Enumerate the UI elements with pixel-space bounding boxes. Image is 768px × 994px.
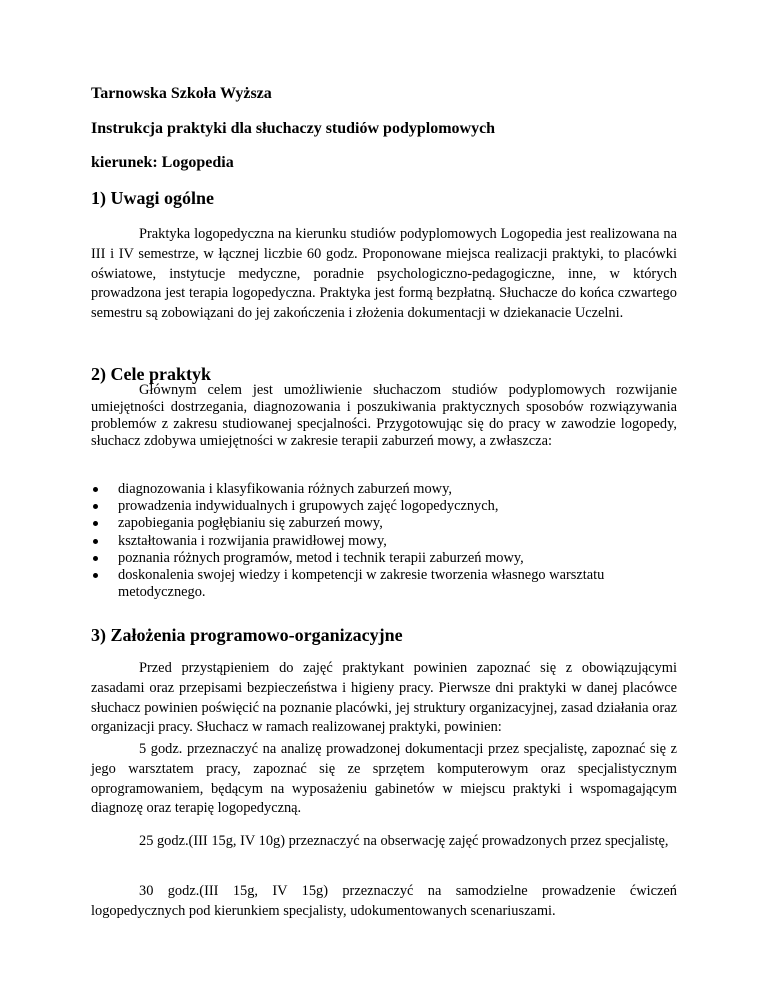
section-3-heading: 3) Założenia programowo-organizacyjne [91,625,403,645]
bullet-icon [93,556,98,561]
section-3-paragraph: Przed przystąpieniem do zajęć praktykant powinien zapoznać się z obowiązującymi zasadami oraz przepisami bezpieczeństwa i higieny pracy. Pierwsze dni praktyki w danej placówce słuchacz powinien poświęcić na poznanie placówki, jej struktury organizacyjnej, zasad działania oraz organizacji pracy. Słuchacz w ramach realizowanej praktyki, powinien: [91,660,677,736]
section-2-heading: 2) Cele praktyk [91,364,211,384]
list-item: kształtowania i rozwijania prawidłowej mowy, [91,533,677,550]
list-item: doskonalenia swojej wiedzy i kompetencji w zakresie tworzenia własnego warsztatu metodycznego. [91,567,677,601]
bullet-icon [93,487,98,492]
practice-item-2: 25 godz.(III 15g, IV 10g) przeznaczyć na obserwację zajęć prowadzonych przez specjalistę, [139,833,669,849]
bullet-icon [93,521,98,526]
school-name: Tarnowska Szkoła Wyższa [91,85,272,102]
list-item: diagnozowania i klasyfikowania różnych zaburzeń mowy, [91,481,677,498]
bullet-icon [93,573,98,578]
practice-item-1: 5 godz. przeznaczyć na analizę prowadzonej dokumentacji przez specjalistę, zapoznać się z jego warsztatem pracy, zapoznać się ze sprzętem komputerowym oraz specjalistycznym oprogramowaniem, będącym na wyposażeniu gabinetów w miejscu praktyki i wspomagającym diagnozę oraz terapię logopedyczną. [91,741,677,817]
document-title: Instrukcja praktyki dla słuchaczy studiów podyplomowych [91,120,496,137]
bullet-icon [93,539,98,544]
goals-list [91,481,677,601]
section-2-paragraph: Głównym celem jest umożliwienie słuchaczom studiów podyplomowych rozwijanie umiejętności dostrzegania, diagnozowania i poszukiwania praktycznych sposobów rozwiązywania problemów z zakresu studiowanej specjalności. Przygotowując się do pracy w zawodzie logopedy, słuchacz zdobywa umiejętności w zakresie terapii zaburzeń mowy, a zwłaszcza: [91,382,677,449]
direction-line: kierunek: Logopedia [91,154,234,171]
bullet-icon [93,504,98,509]
list-item: zapobiegania pogłębianiu się zaburzeń mowy, [91,515,677,532]
list-item: prowadzenia indywidualnych i grupowych zajęć logopedycznych, [91,498,677,515]
practice-item-3: 30 godz.(III 15g, IV 15g) przeznaczyć na samodzielne prowadzenie ćwiczeń logopedycznych pod kierunkiem specjalisty, udokumentowanych scenariuszami. [91,883,677,919]
section-1-paragraph: Praktyka logopedyczna na kierunku studiów podyplomowych Logopedia jest realizowana na III i IV semestrze, w łącznej liczbie 60 godz. Proponowane miejsca realizacji praktyki, to placówki oświatowe, instytucje medyczne, poradnie psychologiczno-pedagogiczne, inne, w których prowadzona jest terapia logopedyczna. Praktyka jest formą bezpłatną. Słuchacze do końca czwartego semestru są zobowiązani do jej zakończenia i złożenia dokumentacji w dziekanacie Uczelni. [91,226,677,322]
list-item: poznania różnych programów, metod i technik terapii zaburzeń mowy, [91,550,677,567]
section-1-heading: 1) Uwagi ogólne [91,188,214,208]
